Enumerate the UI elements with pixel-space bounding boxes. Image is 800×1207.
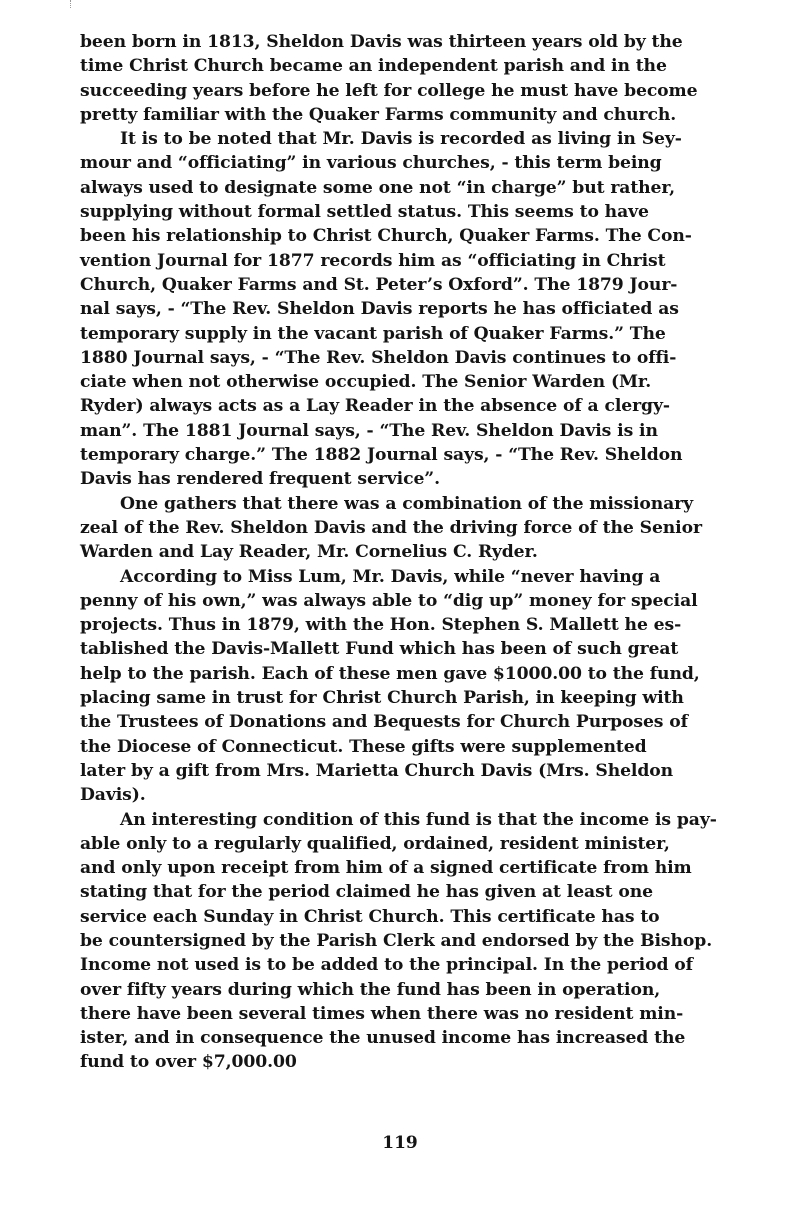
paragraph (80, 30, 760, 127)
text-line: and only upon receipt from him of a signed certificate from him (80, 858, 692, 879)
text-line: vention Journal for 1877 records him as “officiating in Christ (80, 250, 666, 271)
text-line: ister, and in consequence the unused income has increased the (80, 1028, 686, 1049)
text-line: service each Sunday in Christ Church. This certificate has to (80, 906, 660, 927)
text-line: fund to over $7,000.00 (80, 1052, 297, 1073)
text-line: Warden and Lay Reader, Mr. Cornelius C. Ryder. (80, 542, 538, 563)
text-line: zeal of the Rev. Sheldon Davis and the driving force of the Senior (80, 517, 702, 538)
text-line: Davis has rendered frequent service”. (80, 469, 440, 490)
text-line: Davis). (80, 785, 146, 806)
text-line: time Christ Church became an independent parish and in the (80, 56, 667, 77)
text-line: help to the parish. Each of these men gave $1000.00 to the fund, (80, 663, 700, 684)
text-line: Ryder) always acts as a Lay Reader in the absence of a clergy- (80, 396, 670, 417)
text-line: Income not used is to be added to the principal. In the period of (80, 955, 693, 976)
text-line: temporary supply in the vacant parish of Quaker Farms.” The (80, 323, 666, 344)
text-line: According to Miss Lum, Mr. Davis, while “never having a (120, 566, 661, 587)
document-body (80, 30, 760, 1075)
text-line: tablished the Davis-Mallett Fund which has been of such great (80, 639, 679, 660)
text-line: pretty familiar with the Quaker Farms community and church. (80, 104, 677, 125)
text-line: succeeding years before he left for college he must have become (80, 80, 698, 101)
page-number: 119 (382, 1133, 418, 1153)
text-line: there have been several times when there was no resident min- (80, 1003, 684, 1024)
paragraph (80, 127, 760, 491)
text-line: An interesting condition of this fund is that the income is pay- (120, 809, 717, 830)
text-line: supplying without formal settled status. This seems to have (80, 202, 649, 223)
text-line: It is to be noted that Mr. Davis is recorded as living in Sey- (120, 129, 682, 150)
text-line: nal says, - “The Rev. Sheldon Davis reports he has officiated as (80, 299, 679, 320)
text-line: always used to designate some one not “in charge” but rather, (80, 177, 675, 198)
text-line: stating that for the period claimed he has given at least one (80, 882, 653, 903)
text-line: been born in 1813, Sheldon Davis was thirteen years old by the (80, 32, 683, 52)
text-line: later by a gift from Mrs. Marietta Church Davis (Mrs. Sheldon (80, 760, 674, 781)
text-line: the Diocese of Connecticut. These gifts were supplemented (80, 736, 647, 757)
text-line: mour and “officiating” in various churches, - this term being (80, 153, 662, 174)
text-line: penny of his own,” was always able to “dig up” money for special (80, 590, 698, 611)
text-line: be countersigned by the Parish Clerk and endorsed by the Bishop. (80, 930, 713, 951)
text-line: 1880 Journal says, - “The Rev. Sheldon Davis continues to offi- (80, 347, 677, 368)
text-line: ciate when not otherwise occupied. The Senior Warden (Mr. (80, 372, 652, 393)
text-line: placing same in trust for Christ Church Parish, in keeping with (80, 688, 684, 709)
text-line: the Trustees of Donations and Bequests for Church Purposes of (80, 712, 688, 733)
text-line: able only to a regularly qualified, ordained, resident minister, (80, 833, 670, 854)
paragraph (80, 492, 760, 565)
paragraph (80, 565, 760, 808)
text-line: Church, Quaker Farms and St. Peter’s Oxford”. The 1879 Jour- (80, 274, 678, 295)
paragraph (80, 808, 760, 1075)
text-line: temporary charge.” The 1882 Journal says, - “The Rev. Sheldon (80, 445, 683, 466)
text-line: One gathers that there was a combination of the missionary (120, 493, 694, 514)
text-line: man”. The 1881 Journal says, - “The Rev. Sheldon Davis is in (80, 420, 658, 441)
text-line: over fifty years during which the fund has been in operation, (80, 979, 661, 1000)
text-line: been his relationship to Christ Church, Quaker Farms. The Con- (80, 226, 692, 247)
text-line: projects. Thus in 1879, with the Hon. Stephen S. Mallett he es- (80, 615, 682, 636)
scan-artifact-mark (70, 0, 73, 8)
